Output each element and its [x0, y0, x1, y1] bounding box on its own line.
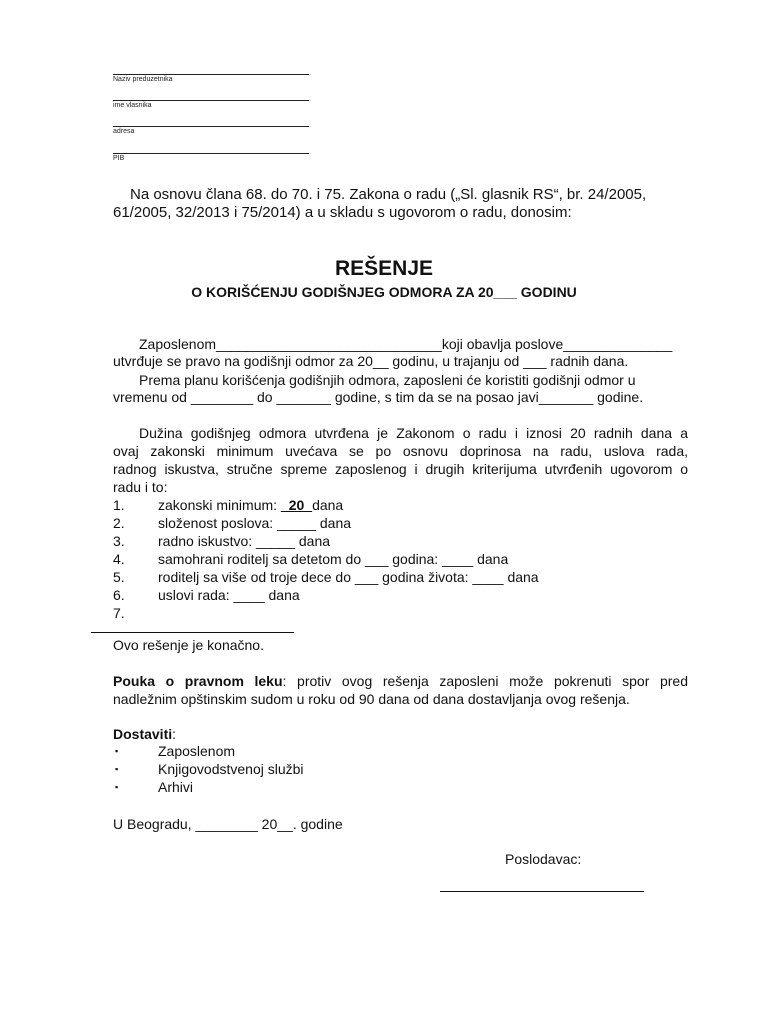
signature-line — [440, 891, 644, 892]
list-number: 7. — [113, 605, 125, 621]
paragraph-line: vremenu od ________ do _______ godine, s tim da se na posao javi_______ godine. — [113, 389, 644, 405]
document-title: REŠENJE — [334, 257, 434, 280]
place-date: U Beogradu, ________ 20__. godine — [113, 816, 343, 832]
legal-remedy-text: : protiv ovog rešenja zaposleni može pokrenuti spor pred — [282, 673, 689, 689]
header-field-line — [113, 126, 309, 127]
paragraph-line: Prema planu korišćenja godišnjih odmora, zaposleni će koristiti godišnji odmor u — [139, 372, 636, 388]
list-item-text: zakonski minimum: — [158, 497, 281, 513]
intro-line: Na osnovu člana 68. do 70. i 75. Zakona o radu („Sl. glasnik RS“, br. 24/2005, — [130, 186, 647, 203]
list-item: složenost poslova: _____ dana — [158, 515, 352, 531]
legal-remedy-line: nadležnim opštinskim sudom u roku od 90 dana od dana dostavljanja ovog rešenja. — [113, 691, 630, 707]
list-number: 4. — [113, 551, 125, 567]
list-item: uslovi rada: ____ dana — [158, 587, 300, 603]
list-item: radno iskustvo: _____ dana — [158, 533, 331, 549]
delivery-heading — [113, 725, 176, 743]
delivery-colon: : — [172, 726, 177, 742]
delivery-label: Dostaviti — [113, 726, 173, 742]
list-item-text: dana — [312, 497, 344, 513]
header-field-label: ime vlasnika — [113, 102, 152, 109]
final-statement: Ovo rešenje je konačno. — [113, 637, 264, 653]
header-field-label: adresa — [113, 128, 135, 135]
signatory-label: Poslodavac: — [505, 851, 582, 867]
intro-line: 61/2005, 32/2013 i 75/2014) a u skladu s ugovorom o radu, donosim: — [113, 204, 572, 221]
list-number: 3. — [113, 533, 125, 549]
list-number: 5. — [113, 569, 125, 585]
delivery-item: Zaposlenom — [158, 743, 236, 759]
legal-remedy-line — [113, 672, 688, 690]
header-field-line — [113, 100, 309, 101]
header-field-line — [113, 74, 309, 75]
list-item — [158, 496, 343, 514]
legal-remedy-label: Pouka o pravnom leku — [113, 673, 283, 689]
paragraph-line: Zaposlenom_____________________________koji obavlja poslove______________ — [139, 336, 673, 352]
delivery-item: Arhivi — [158, 779, 194, 795]
header-field-label: PIB — [113, 155, 125, 162]
separator-line — [91, 632, 294, 633]
bullet-icon: ▪ — [115, 764, 119, 774]
paragraph-line: radnog iskustva, stručne spreme zaposlenog i drugih kriterijuma utvrđenih ugovorom o — [113, 461, 688, 477]
list-number: 6. — [113, 587, 125, 603]
paragraph-line: radu i to: — [113, 479, 168, 495]
list-item: samohrani roditelj sa detetom do ___ godina: ____ dana — [158, 551, 509, 567]
header-field-line — [113, 153, 309, 154]
paragraph-line: utvrđuje se pravo na godišnji odmor za 20__ godinu, u trajanju od ___ radnih dana. — [113, 353, 629, 369]
delivery-item: Knjigovodstvenoj službi — [158, 761, 304, 777]
bullet-icon: ▪ — [115, 782, 119, 792]
header-field-label: Naziv preduzetnika — [113, 76, 173, 83]
document-subtitle: O KORIŠĆENJU GODIŠNJEG ODMORA ZA 20___ GODINU — [191, 284, 577, 300]
paragraph-line: Dužina godišnjeg odmora utvrđena je Zakonom o radu i iznosi 20 radnih dana a — [139, 425, 688, 441]
bullet-icon: ▪ — [115, 746, 119, 756]
list-item: roditelj sa više od troje dece do ___ godina života: ____ dana — [158, 569, 539, 585]
list-number: 1. — [113, 497, 125, 513]
paragraph-line: ovaj zakonski minimum uvećava se po osnovu doprinosa na radu, uslova rada, — [113, 443, 688, 459]
list-item-value: _20_ — [280, 497, 313, 513]
list-number: 2. — [113, 515, 125, 531]
